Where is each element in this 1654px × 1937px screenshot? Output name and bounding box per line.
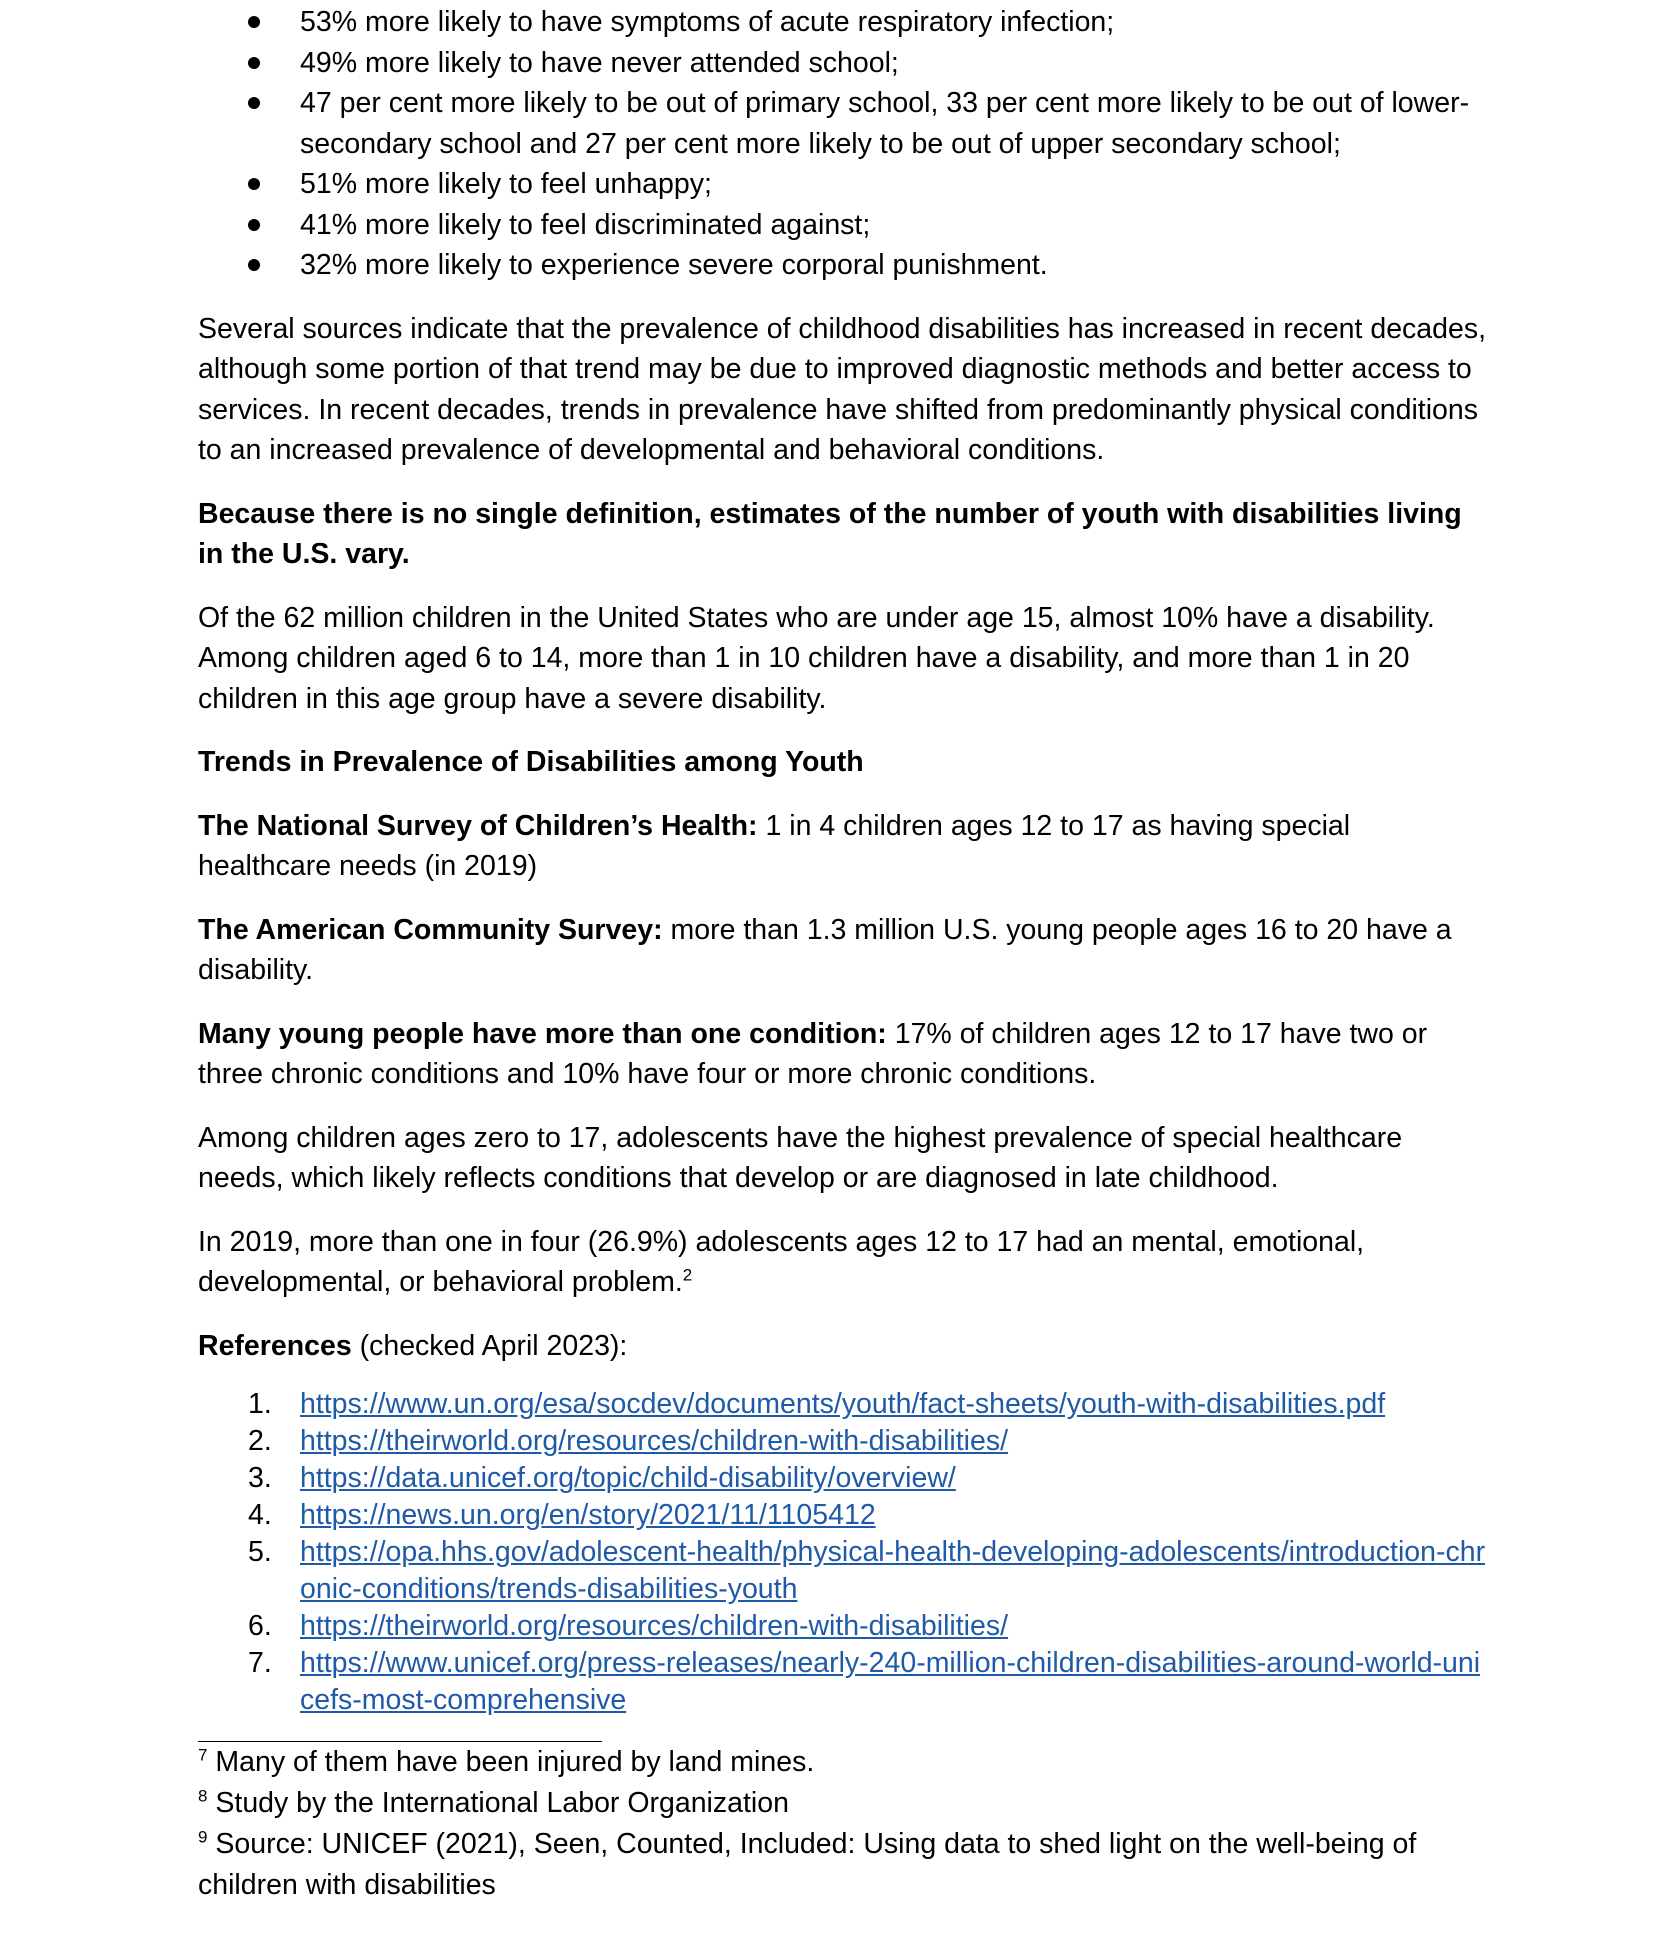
footnote-9: $^9$ Source: UNICEF (2021), Seen, Counted, Included: Using data to shed light on the well-being of children with disabilities [198,1827,1417,1901]
reference-link[interactable]: https://data.unicef.org/topic/child-disability/overview/ [300,1462,956,1494]
bullet-icon [248,219,260,231]
reference-item: 5. https://opa.hhs.gov/adolescent-health/physical-health-developing-adolescents/introduction-chronic-conditions/trends-disabilities-youth [248,1536,1486,1605]
list-item: 41% more likely to feel discriminated against; [198,205,1488,246]
footnote-7: $^7$ Many of them have been injured by land mines. [198,1745,815,1778]
reference-item: 1. https://www.un.org/esa/socdev/documents/youth/fact-sheets/youth-with-disabilities.pdf [248,1388,1386,1420]
trends-heading: Trends in Prevalence of Disabilities among Youth [198,746,864,778]
paragraph-sources: Several sources indicate that the prevalence of childhood disabilities has increased in recent decades, although some portion of that trend may be due to improved diagnostic methods and better access to services. In recent decades, trends in prevalence have shifted from predominantly physical conditions to an increased prevalence of developmental and behavioral conditions. [198,312,1487,466]
reference-link[interactable]: https://theirworld.org/resources/children-with-disabilities/ [300,1425,1009,1457]
references-heading: References (checked April 2023): [198,1329,628,1362]
reference-item: 2. https://theirworld.org/resources/children-with-disabilities/ [248,1425,1009,1457]
paragraph-nsch: The National Survey of Children’s Health: 1 in 4 children ages 12 to 17 as having special healthcare needs (in 2019) [198,809,1351,882]
list-item: 47 per cent more likely to be out of primary school, 33 per cent more likely to be out of lower-secondary school and 27 per cent more likely to be out of upper secondary school; [198,83,1488,164]
document-body [198,2,1488,1906]
references-list [198,1386,1488,1719]
bullet-icon [248,97,260,109]
list-item: 49% more likely to have never attended school; [198,43,1488,84]
list-item: 53% more likely to have symptoms of acute respiratory infection; [198,2,1488,43]
paragraph-2019: In 2019, more than one in four (26.9%) adolescents ages 12 to 17 had an mental, emotional, developmental, or behavioral problem.$^2$ [198,1225,1365,1298]
reference-link[interactable]: https://theirworld.org/resources/children-with-disabilities/ [300,1610,1009,1642]
footnote-8: $^8$ Study by the International Labor Organization [198,1786,789,1819]
statistics-bullet-list [198,2,1488,286]
list-item: 32% more likely to experience severe corporal punishment. [198,245,1488,286]
reference-item: 4. https://news.un.org/en/story/2021/11/1105412 [248,1499,876,1531]
bullet-icon [248,178,260,190]
paragraph-acs: The American Community Survey: more than 1.3 million U.S. young people ages 16 to 20 have a disability. [198,913,1452,986]
bullet-icon [248,16,260,28]
bullet-icon [248,259,260,271]
reference-item: 3. https://data.unicef.org/topic/child-disability/overview/ [248,1462,956,1494]
paragraph-multiple-conditions: Many young people have more than one condition: 17% of children ages 12 to 17 have two or three chronic conditions and 10% have four or more chronic conditions. [198,1017,1428,1090]
reference-item: 7. https://www.unicef.org/press-releases/nearly-240-million-children-disabilities-around-world-unicefs-most-comprehensive [248,1647,1481,1716]
footnote-reference: 2 [682,1265,693,1285]
paragraph-adolescents: Among children ages zero to 17, adolescents have the highest prevalence of special healthcare needs, which likely reflects conditions that develop or are diagnosed in late childhood. [198,1121,1403,1194]
definition-heading: Because there is no single definition, estimates of the number of youth with disabilities living in the U.S. vary. [198,497,1462,570]
list-item: 51% more likely to feel unhappy; [198,164,1488,205]
bullet-icon [248,57,260,69]
reference-link[interactable]: https://www.un.org/esa/socdev/documents/youth/fact-sheets/youth-with-disabilities.pdf [300,1388,1386,1420]
reference-item: 6. https://theirworld.org/resources/children-with-disabilities/ [248,1610,1009,1642]
reference-link[interactable]: https://opa.hhs.gov/adolescent-health/physical-health-developing-adolescents/introduction-chronic-conditions/trends-disabilities-youth [300,1536,1486,1605]
reference-link[interactable]: https://www.unicef.org/press-releases/nearly-240-million-children-disabilities-around-world-unicefs-most-comprehensive [300,1647,1481,1716]
paragraph-62-million: Of the 62 million children in the United States who are under age 15, almost 10% have a disability. Among children aged 6 to 14, more than 1 in 10 children have a disability, and more than 1 in 20 children in this age group have a severe disability. [198,601,1435,715]
reference-link[interactable]: https://news.un.org/en/story/2021/11/1105412 [300,1499,876,1531]
